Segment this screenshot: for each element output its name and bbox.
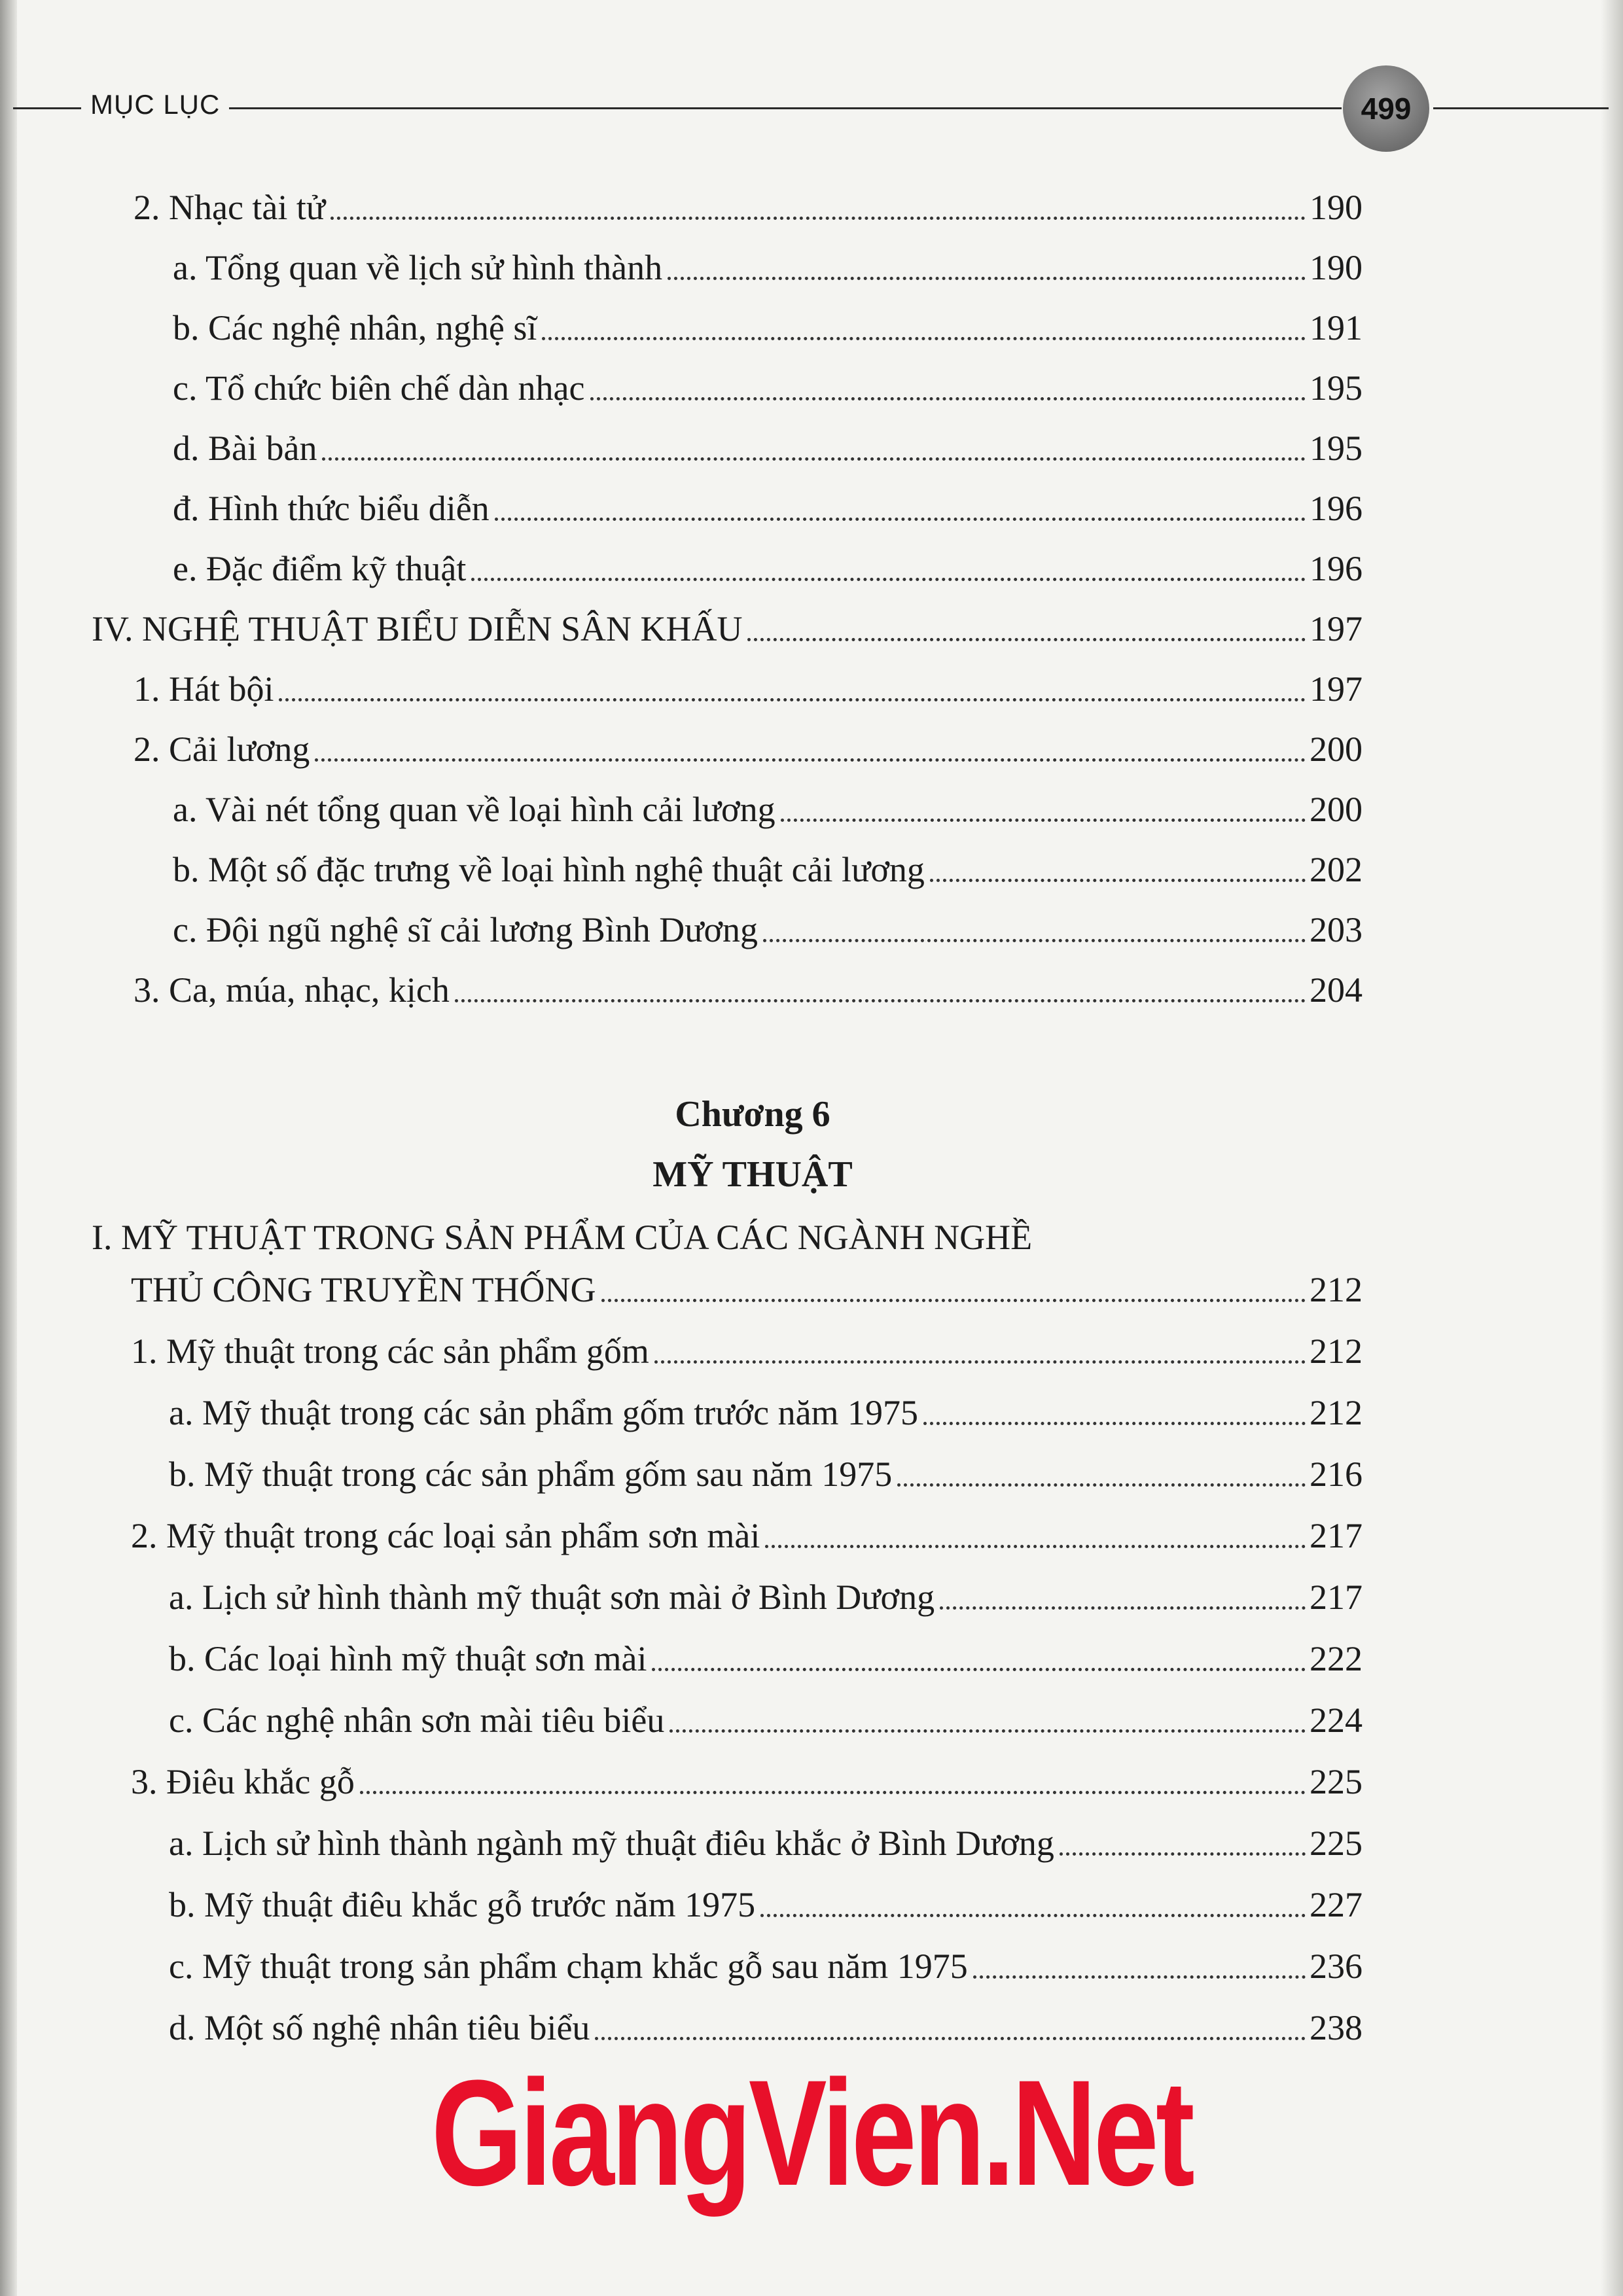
toc-entry: a. Mỹ thuật trong các sản phẩm gốm trước năm 1975 212 [169, 1393, 1363, 1432]
toc-entry: 2. Nhạc tài tử 190 [134, 188, 1363, 227]
toc-entry: b. Các loại hình mỹ thuật sơn mài 222 [169, 1639, 1363, 1678]
chapter-number: Chương 6 [675, 1094, 830, 1135]
toc-entry: a. Lịch sử hình thành ngành mỹ thuật điêu khắc ở Bình Dương 225 [169, 1824, 1363, 1863]
page-number-badge: 499 [1343, 65, 1429, 152]
toc-entry: b. Các nghệ nhân, nghệ sĩ 191 [173, 308, 1363, 347]
header-rule-right [1433, 107, 1609, 109]
toc-entry: đ. Hình thức biểu diễn 196 [173, 489, 1363, 528]
toc-entry: d. Bài bản 195 [173, 429, 1363, 468]
toc-entry: b. Một số đặc trưng về loại hình nghệ thuật cải lương 202 [173, 850, 1363, 889]
toc-entry: a. Tổng quan về lịch sử hình thành 190 [173, 248, 1363, 287]
toc-entry: 3. Điêu khắc gỗ 225 [131, 1762, 1363, 1801]
toc-entry: d. Một số nghệ nhân tiêu biểu 238 [169, 2008, 1363, 2047]
toc-entry: THỦ CÔNG TRUYỀN THỐNG 212 [131, 1270, 1363, 1309]
toc-entry: c. Tổ chức biên chế dàn nhạc 195 [173, 368, 1363, 408]
toc-entry: b. Mỹ thuật điêu khắc gỗ trước năm 1975 227 [169, 1885, 1363, 1924]
watermark-text: GiangVien.Net [431, 2049, 1192, 2217]
page-edge-shadow [1601, 0, 1623, 2296]
toc-entry: a. Lịch sử hình thành mỹ thuật sơn mài ở Bình Dương 217 [169, 1578, 1363, 1617]
page-binding-shadow [0, 0, 17, 2296]
toc-entry: 1. Hát bội 197 [134, 669, 1363, 709]
toc-entry: c. Mỹ thuật trong sản phẩm chạm khắc gỗ sau năm 1975 236 [169, 1947, 1363, 1986]
running-header: MỤC LỤC [81, 86, 229, 123]
toc-entry: IV. NGHỆ THUẬT BIỂU DIỄN SÂN KHẤU 197 [92, 609, 1363, 648]
toc-entry: 3. Ca, múa, nhạc, kịch 204 [134, 970, 1363, 1010]
toc-entry: 1. Mỹ thuật trong các sản phẩm gốm 212 [131, 1332, 1363, 1371]
toc-entry: b. Mỹ thuật trong các sản phẩm gốm sau năm 1975 216 [169, 1455, 1363, 1494]
toc-entry: 2. Cải lương 200 [134, 730, 1363, 769]
toc-entry: c. Các nghệ nhân sơn mài tiêu biểu 224 [169, 1701, 1363, 1740]
toc-entry: a. Vài nét tổng quan về loại hình cải lương 200 [173, 790, 1363, 829]
toc-entry: I. MỸ THUẬT TRONG SẢN PHẨM CỦA CÁC NGÀNH NGHỀ [92, 1218, 1033, 1257]
chapter-title: MỸ THUẬT [652, 1154, 853, 1195]
toc-entry: e. Đặc điểm kỹ thuật 196 [173, 549, 1363, 588]
toc-entry: c. Đội ngũ nghệ sĩ cải lương Bình Dương 203 [173, 910, 1363, 949]
toc-entry: 2. Mỹ thuật trong các loại sản phẩm sơn mài 217 [131, 1516, 1363, 1555]
